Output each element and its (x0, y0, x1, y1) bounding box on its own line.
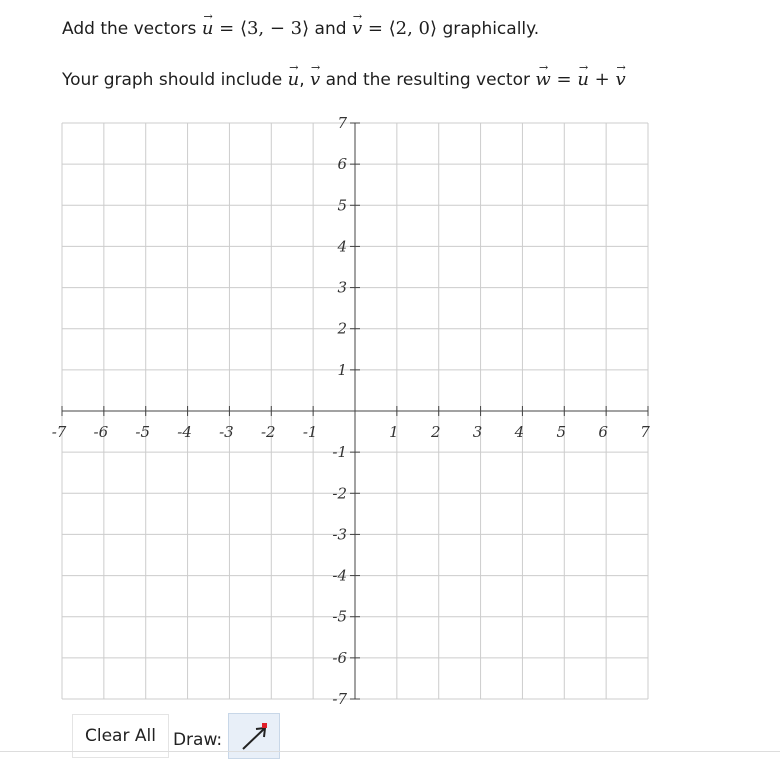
y-tick-label: -1 (332, 443, 347, 462)
x-tick-label: 5 (556, 423, 567, 441)
comma: , (299, 70, 310, 90)
x-tick-label: -3 (219, 423, 234, 441)
y-tick-label: -2 (332, 484, 347, 503)
vector-u-symbol: u → (202, 18, 214, 39)
vector-w-symbol: w → (535, 69, 550, 90)
equals-sign: = (362, 18, 389, 39)
clear-all-button[interactable]: Clear All (72, 714, 169, 758)
y-tick-label: 3 (337, 278, 347, 297)
question-prefix: Add the vectors (62, 19, 202, 39)
vector-u-value: ⟨3, − 3⟩ (239, 18, 310, 39)
y-tick-label: 1 (337, 360, 347, 379)
sum-v-symbol: v → (615, 69, 625, 90)
x-tick-label: -5 (135, 423, 151, 441)
vector-v-symbol: v → (310, 69, 320, 90)
y-tick-label: 7 (337, 114, 347, 132)
y-tick-label: 4 (337, 237, 347, 256)
y-tick-label: -6 (332, 648, 347, 667)
x-tick-label: 6 (598, 423, 608, 441)
vector-v-symbol: v → (352, 18, 362, 39)
graph-toolbar (72, 713, 280, 759)
vector-tip-marker (262, 723, 267, 728)
question-suffix: graphically. (437, 19, 540, 39)
sum-u-symbol: u → (577, 69, 589, 90)
x-tick-label: -4 (177, 423, 192, 441)
y-tick-label: 5 (337, 196, 347, 215)
draw-label: Draw: (172, 730, 223, 750)
x-tick-label: -7 (51, 423, 67, 441)
x-tick-label: -2 (260, 423, 276, 441)
y-tick-label: -5 (332, 607, 347, 626)
vector-v-value: ⟨2, 0⟩ (388, 18, 438, 39)
y-tick-label: -4 (332, 566, 347, 585)
vector-u-symbol: u → (288, 69, 300, 90)
x-tick-label: 4 (514, 423, 525, 441)
y-tick-label: 6 (337, 155, 347, 174)
instruction-middle: and the resulting vector (320, 70, 536, 90)
x-tick-label: 3 (472, 423, 483, 441)
equals-sign: = (213, 18, 240, 39)
y-tick-label: 2 (337, 319, 347, 338)
x-tick-label: 1 (389, 423, 399, 441)
vector-arrow-icon (229, 714, 281, 760)
and-word: and (309, 19, 352, 39)
x-tick-label: 2 (430, 423, 441, 441)
x-tick-label: 7 (640, 423, 650, 441)
x-tick-label: -1 (302, 423, 318, 441)
x-tick-label: -6 (93, 423, 109, 441)
equals-sign: = (550, 69, 578, 90)
plus-sign: + (588, 69, 616, 90)
y-tick-label: -3 (332, 525, 347, 544)
instruction-prefix: Your graph should include (62, 70, 288, 90)
y-tick-label: -7 (332, 690, 347, 708)
draw-vector-tool-button[interactable] (228, 713, 280, 759)
divider (0, 751, 780, 752)
